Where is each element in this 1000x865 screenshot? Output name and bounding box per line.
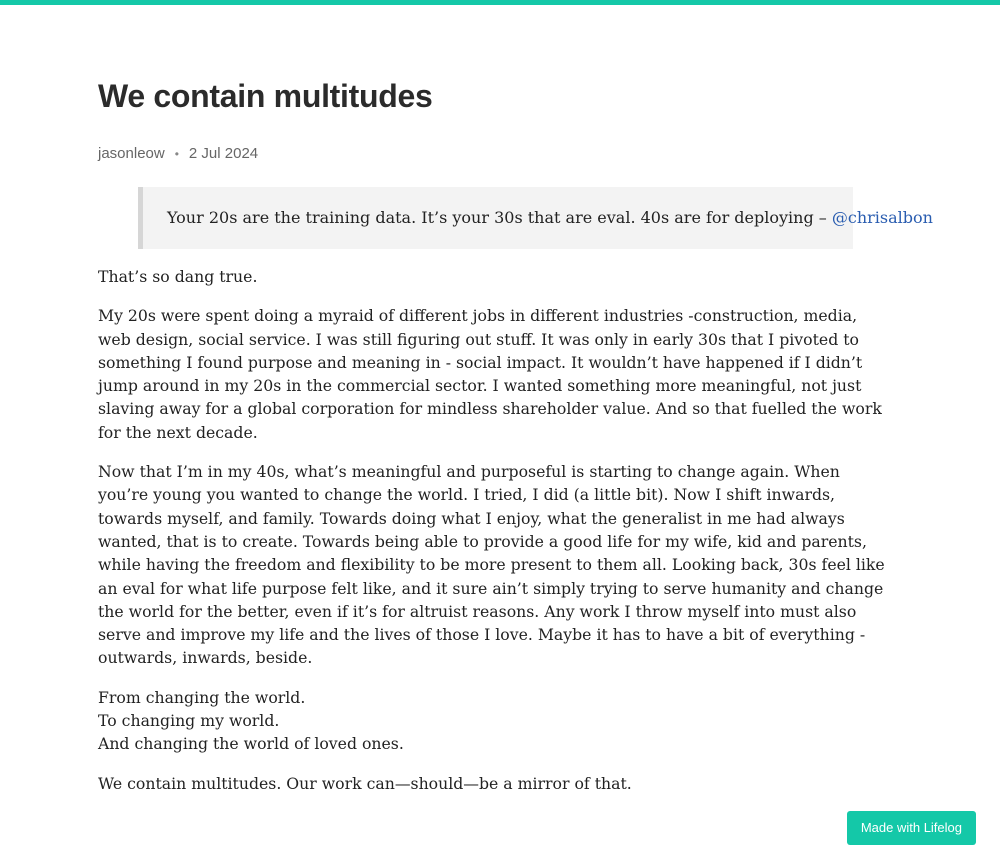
paragraph: My 20s were spent doing a myraid of different jobs in different industries -construction, media, web design, social service. I was still figuring out stuff. It was only in early 30s that I pivoted to something I found purpose and meaning in - social impact. It wouldn’t have happened if I didn’t jump around in my 20s in the commercial sector. I wanted something more meaningful, not just slaving away for a global corporation for mindless shareholder value. And so that fuelled the work for the next decade.	[98, 306, 882, 442]
paragraph: We contain multitudes. Our work can—should—be a mirror of that.	[98, 773, 632, 793]
article	[98, 74, 933, 811]
blockquote	[138, 187, 933, 249]
paragraph: Now that I’m in my 40s, what’s meaningful and purposeful is starting to change again. When you’re young you wanted to change the world. I tried, I did (a little bit). Now I shift inwards, towards myself, and family. Towards doing what I enjoy, what the generalist in me had always wanted, that is to create. Towards being able to provide a good life for my wife, kid and parents, while having the freedom and flexibility to be more present to them all. Looking back, 30s feel like an eval for what life purpose felt like, and it sure ain’t simply trying to serve humanity and change the world for the better, even if it’s for altruist reasons. Any work I throw myself into must also serve and improve my life and the lives of those I love. Maybe it has to have a bit of everything - outwards, inwards, beside.	[98, 462, 885, 668]
page-title: We contain multitudes	[98, 78, 433, 114]
quote-author-link[interactable]: @chrisalbon	[831, 208, 933, 227]
paragraph-lines	[98, 686, 893, 756]
post-date: 2 Jul 2024	[188, 145, 259, 162]
post-body	[98, 265, 893, 795]
top-accent-bar	[0, 0, 1000, 5]
paragraph-line: From changing the world.	[98, 687, 306, 707]
paragraph-line: To changing my world.	[98, 711, 280, 731]
made-with-lifelog-button[interactable]: Made with Lifelog	[847, 811, 976, 845]
paragraph-line: And changing the world of loved ones.	[98, 734, 404, 754]
paragraph: That’s so dang true.	[98, 267, 258, 286]
quote-text: Your 20s are the training data. It’s your 30s that are eval. 40s are for deploying –	[167, 208, 832, 227]
author-name[interactable]: jasonleow	[98, 145, 165, 162]
post-meta	[98, 144, 893, 164]
meta-separator: •	[174, 147, 179, 161]
